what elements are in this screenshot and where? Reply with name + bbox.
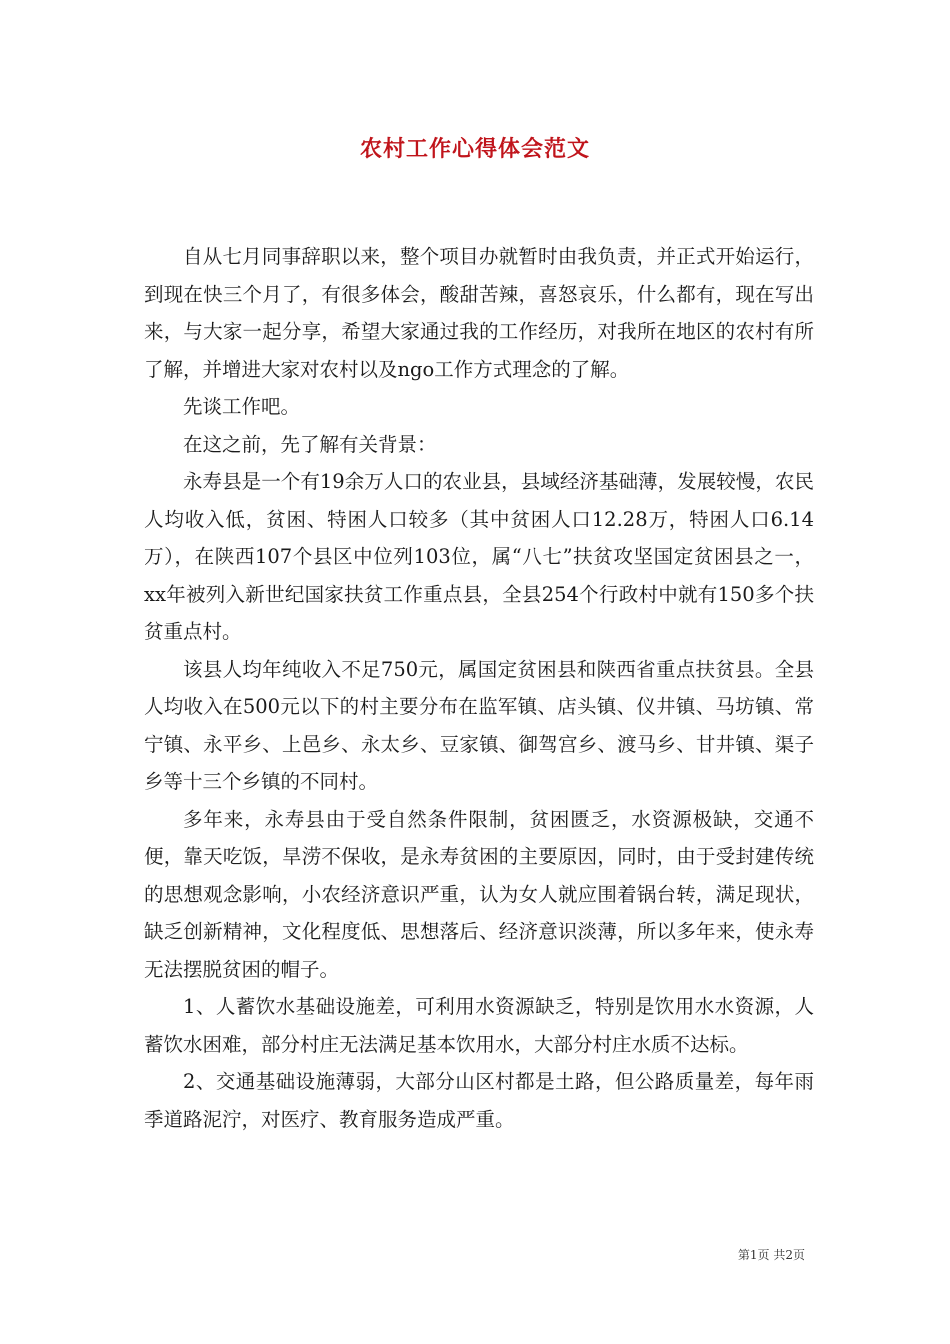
document-body [144, 238, 814, 1138]
paragraph: 自从七月同事辞职以来，整个项目办就暂时由我负责，并正式开始运行，到现在快三个月了，有很多体会，酸甜苦辣，喜怒哀乐，什么都有，现在写出来，与大家一起分享，希望大家通过我的工作经历，对我所在地区的农村有所了解，并增进大家对农村以及ngo工作方式理念的了解。 [144, 245, 814, 381]
paragraph: 永寿县是一个有19余万人口的农业县，县域经济基础薄，发展较慢，农民人均收入低，贫困、特困人口较多（其中贫困人口12.28万，特困人口6.14万），在陕西107个县区中位列103位，属“八七”扶贫攻坚国定贫困县之一，xx年被列入新世纪国家扶贫工作重点县，全县254个行政村中就有150多个扶贫重点村。 [144, 470, 814, 643]
page-number: 第1页 共2页 [737, 1248, 805, 1262]
paragraph: 1、人蓄饮水基础设施差，可利用水资源缺乏，特别是饮用水水资源，人蓄饮水困难，部分村庄无法满足基本饮用水，大部分村庄水质不达标。 [144, 995, 814, 1056]
document-title: 农村工作心得体会范文 [359, 136, 590, 162]
paragraph: 在这之前，先了解有关背景： [183, 432, 437, 456]
paragraph: 2、交通基础设施薄弱，大部分山区村都是土路，但公路质量差，每年雨季道路泥泞，对医疗、教育服务造成严重。 [144, 1070, 814, 1131]
paragraph: 先谈工作吧。 [183, 395, 301, 418]
paragraph: 多年来，永寿县由于受自然条件限制，贫困匮乏，水资源极缺，交通不便，靠天吃饭，旱涝不保收，是永寿贫困的主要原因，同时，由于受封建传统的思想观念影响，小农经济意识严重，认为女人就应围着锅台转，满足现状，缺乏创新精神，文化程度低、思想落后、经济意识淡薄，所以多年来，使永寿无法摆脱贫困的帽子。 [144, 807, 814, 981]
paragraph: 该县人均年纯收入不足750元，属国定贫困县和陕西省重点扶贫县。全县人均收入在500元以下的村主要分布在监军镇、店头镇、仪井镇、马坊镇、常宁镇、永平乡、上邑乡、永太乡、豆家镇、御驾宫乡、渡马乡、甘井镇、渠子乡等十三个乡镇的不同村。 [144, 657, 814, 793]
